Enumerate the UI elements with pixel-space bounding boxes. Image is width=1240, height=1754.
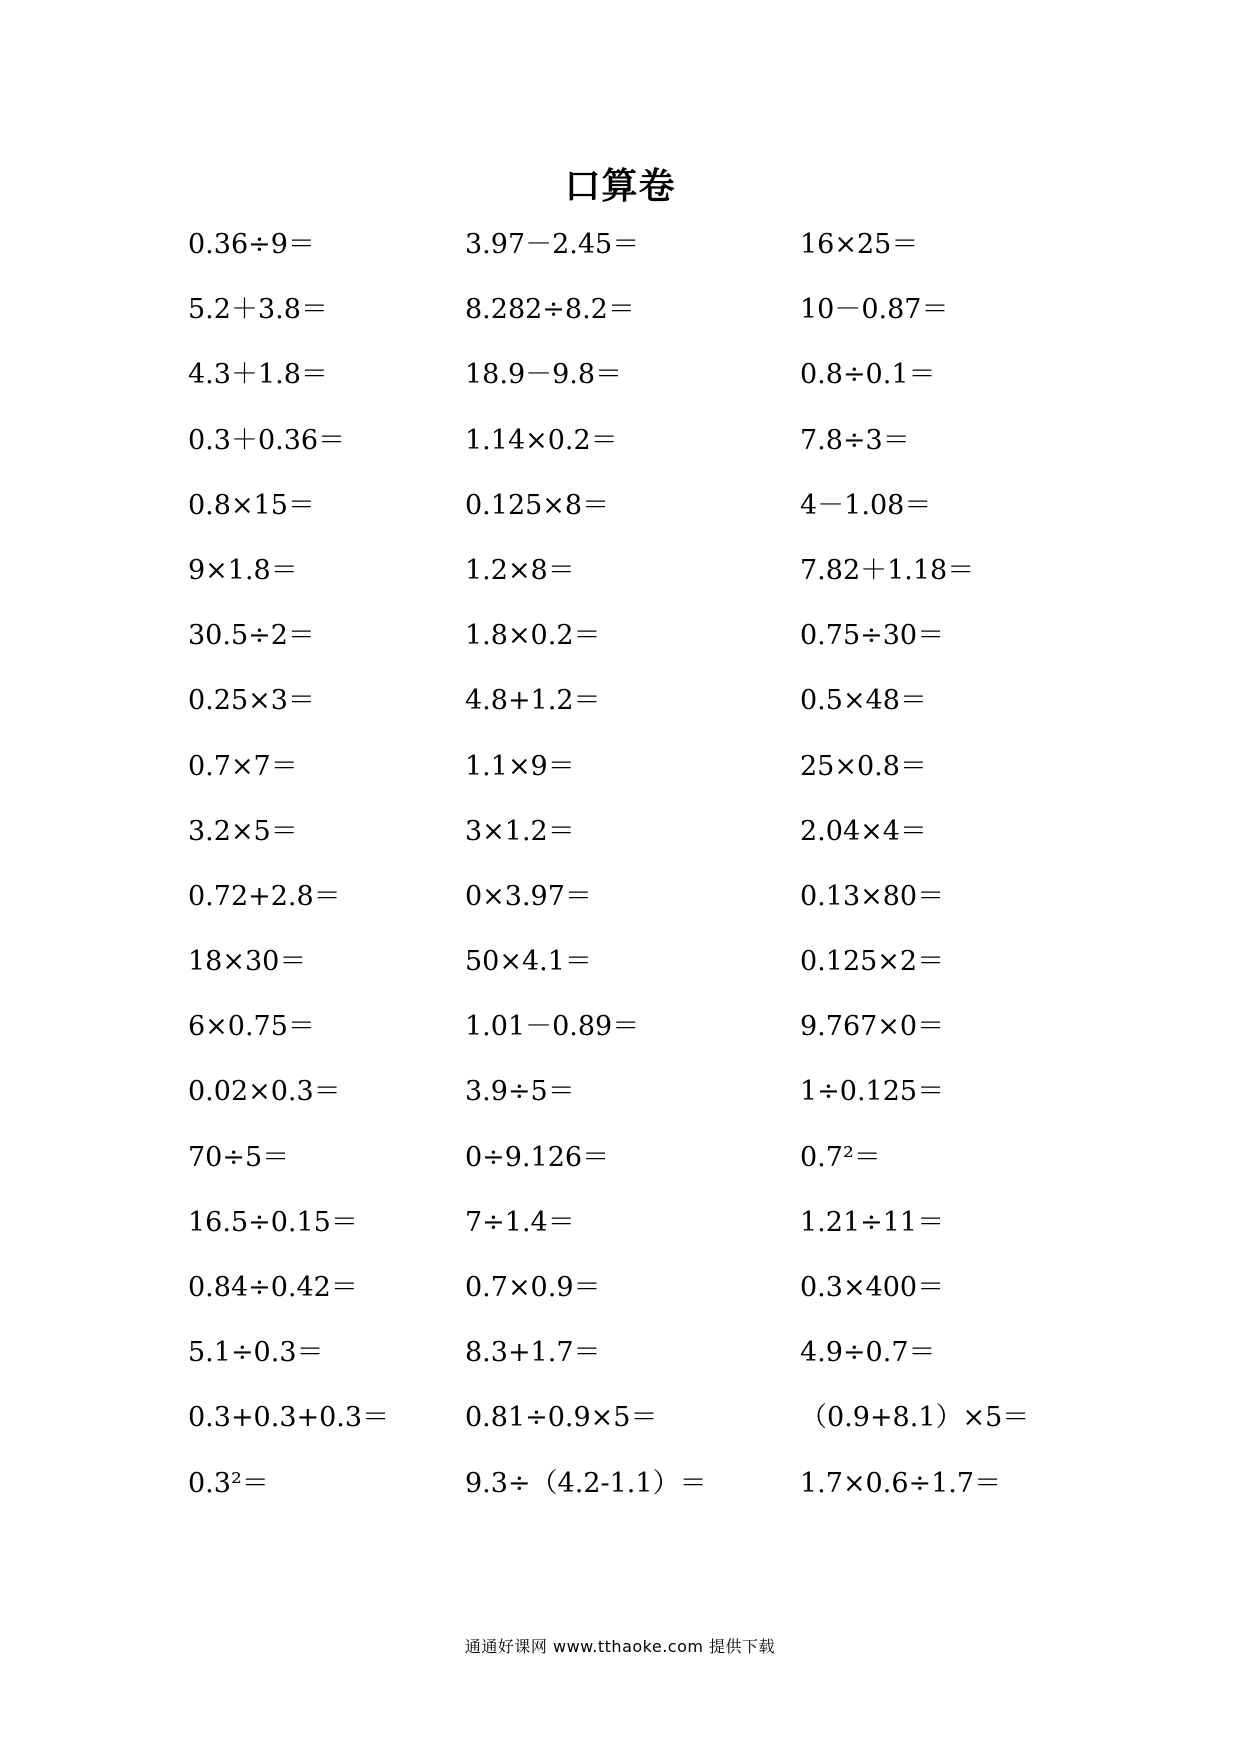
problem-item: 1.01－0.89＝ [465,1011,640,1043]
problem-row [0,877,1240,942]
problem-item: 18.9－9.8＝ [465,359,623,391]
problem-row [0,225,1240,290]
problem-row [0,551,1240,616]
problem-item: 0.8÷0.1＝ [800,359,936,391]
problem-row [0,1007,1240,1072]
problem-item: 0.3²＝ [188,1467,269,1499]
problem-row [0,747,1240,812]
problem-item: 7.82＋1.18＝ [800,554,975,586]
problem-row [0,681,1240,746]
problem-item: 0.75÷30＝ [800,620,945,652]
problem-item: 5.1÷0.3＝ [188,1337,324,1369]
problem-item: 0.8×15＝ [188,489,315,521]
problem-item: 16.5÷0.15＝ [188,1206,358,1238]
problem-row [0,942,1240,1007]
problem-item: 5.2＋3.8＝ [188,294,328,326]
problem-item: 8.282÷8.2＝ [465,294,635,326]
problem-item: 0.13×80＝ [800,880,945,912]
problem-item: 6×0.75＝ [188,1011,315,1043]
problem-item: 4.8+1.2＝ [465,685,601,717]
problem-item: 0.125×2＝ [800,946,945,978]
problem-row [0,1333,1240,1398]
problem-item: 0.5×48＝ [800,685,927,717]
problem-item: 0.7×7＝ [188,750,298,782]
problem-item: 0.3×400＝ [800,1272,945,1303]
problem-item: 1.1×9＝ [465,750,575,782]
problem-item: 0.72+2.8＝ [188,880,341,912]
problem-item: 1.14×0.2＝ [465,424,618,456]
problem-item: 0.84÷0.42＝ [188,1272,358,1303]
problem-item: 0.125×8＝ [465,489,610,521]
problem-row [0,1138,1240,1203]
problem-row [0,486,1240,551]
problem-item: 1.7×0.6÷1.7＝ [800,1467,1002,1499]
problem-item: 3.97－2.45＝ [465,229,640,260]
problem-item: 50×4.1＝ [465,946,592,978]
problem-item: 9.767×0＝ [800,1011,945,1043]
problem-item: （0.9+8.1）×5＝ [800,1402,1030,1434]
problem-item: 4.9÷0.7＝ [800,1337,936,1369]
problem-item: 4－1.08＝ [800,489,932,521]
problem-row [0,290,1240,355]
problem-item: 7÷1.4＝ [465,1206,575,1238]
problem-row [0,616,1240,681]
problem-item: 4.3＋1.8＝ [188,359,328,391]
problem-item: 0.7×0.9＝ [465,1272,601,1303]
problem-item: 9×1.8＝ [188,554,298,586]
page-title: 口算卷 [564,166,676,207]
problem-item: 30.5÷2＝ [188,620,315,652]
problem-item: 18×30＝ [188,946,307,978]
problem-item: 10－0.87＝ [800,294,949,326]
problem-item: 0.3＋0.36＝ [188,424,346,456]
problem-row [0,1268,1240,1333]
problem-item: 8.3+1.7＝ [465,1337,601,1369]
problem-item: 0.3+0.3+0.3＝ [188,1402,390,1434]
problem-item: 0.7²＝ [800,1141,881,1173]
problem-item: 1.2×8＝ [465,554,575,586]
problem-item: 2.04×4＝ [800,815,927,847]
problem-item: 25×0.8＝ [800,750,927,782]
problem-item: 1÷0.125＝ [800,1076,945,1108]
problem-item: 3×1.2＝ [465,815,575,847]
footer-credit: 通通好课网 www.tthaoke.com 提供下载 [464,1637,776,1656]
problem-row [0,1464,1240,1529]
problem-item: 1.8×0.2＝ [465,620,601,652]
problem-item: 9.3÷（4.2-1.1）＝ [465,1467,707,1499]
problem-row [0,812,1240,877]
problem-item: 3.9÷5＝ [465,1076,575,1108]
problem-row [0,1072,1240,1137]
problem-item: 0.25×3＝ [188,685,315,717]
problem-item: 3.2×5＝ [188,815,298,847]
problem-item: 0.36÷9＝ [188,229,315,260]
problem-item: 0.81÷0.9×5＝ [465,1402,658,1434]
problem-item: 0÷9.126＝ [465,1141,610,1173]
problem-item: 70÷5＝ [188,1141,290,1173]
problem-row [0,1203,1240,1268]
problem-item: 7.8÷3＝ [800,424,910,456]
problem-row [0,1398,1240,1463]
problem-row [0,355,1240,420]
problem-item: 0.02×0.3＝ [188,1076,341,1108]
problem-row [0,421,1240,486]
problem-item: 16×25＝ [800,229,919,260]
problem-grid [0,225,1240,1529]
problem-item: 0×3.97＝ [465,880,592,912]
problem-item: 1.21÷11＝ [800,1206,945,1238]
